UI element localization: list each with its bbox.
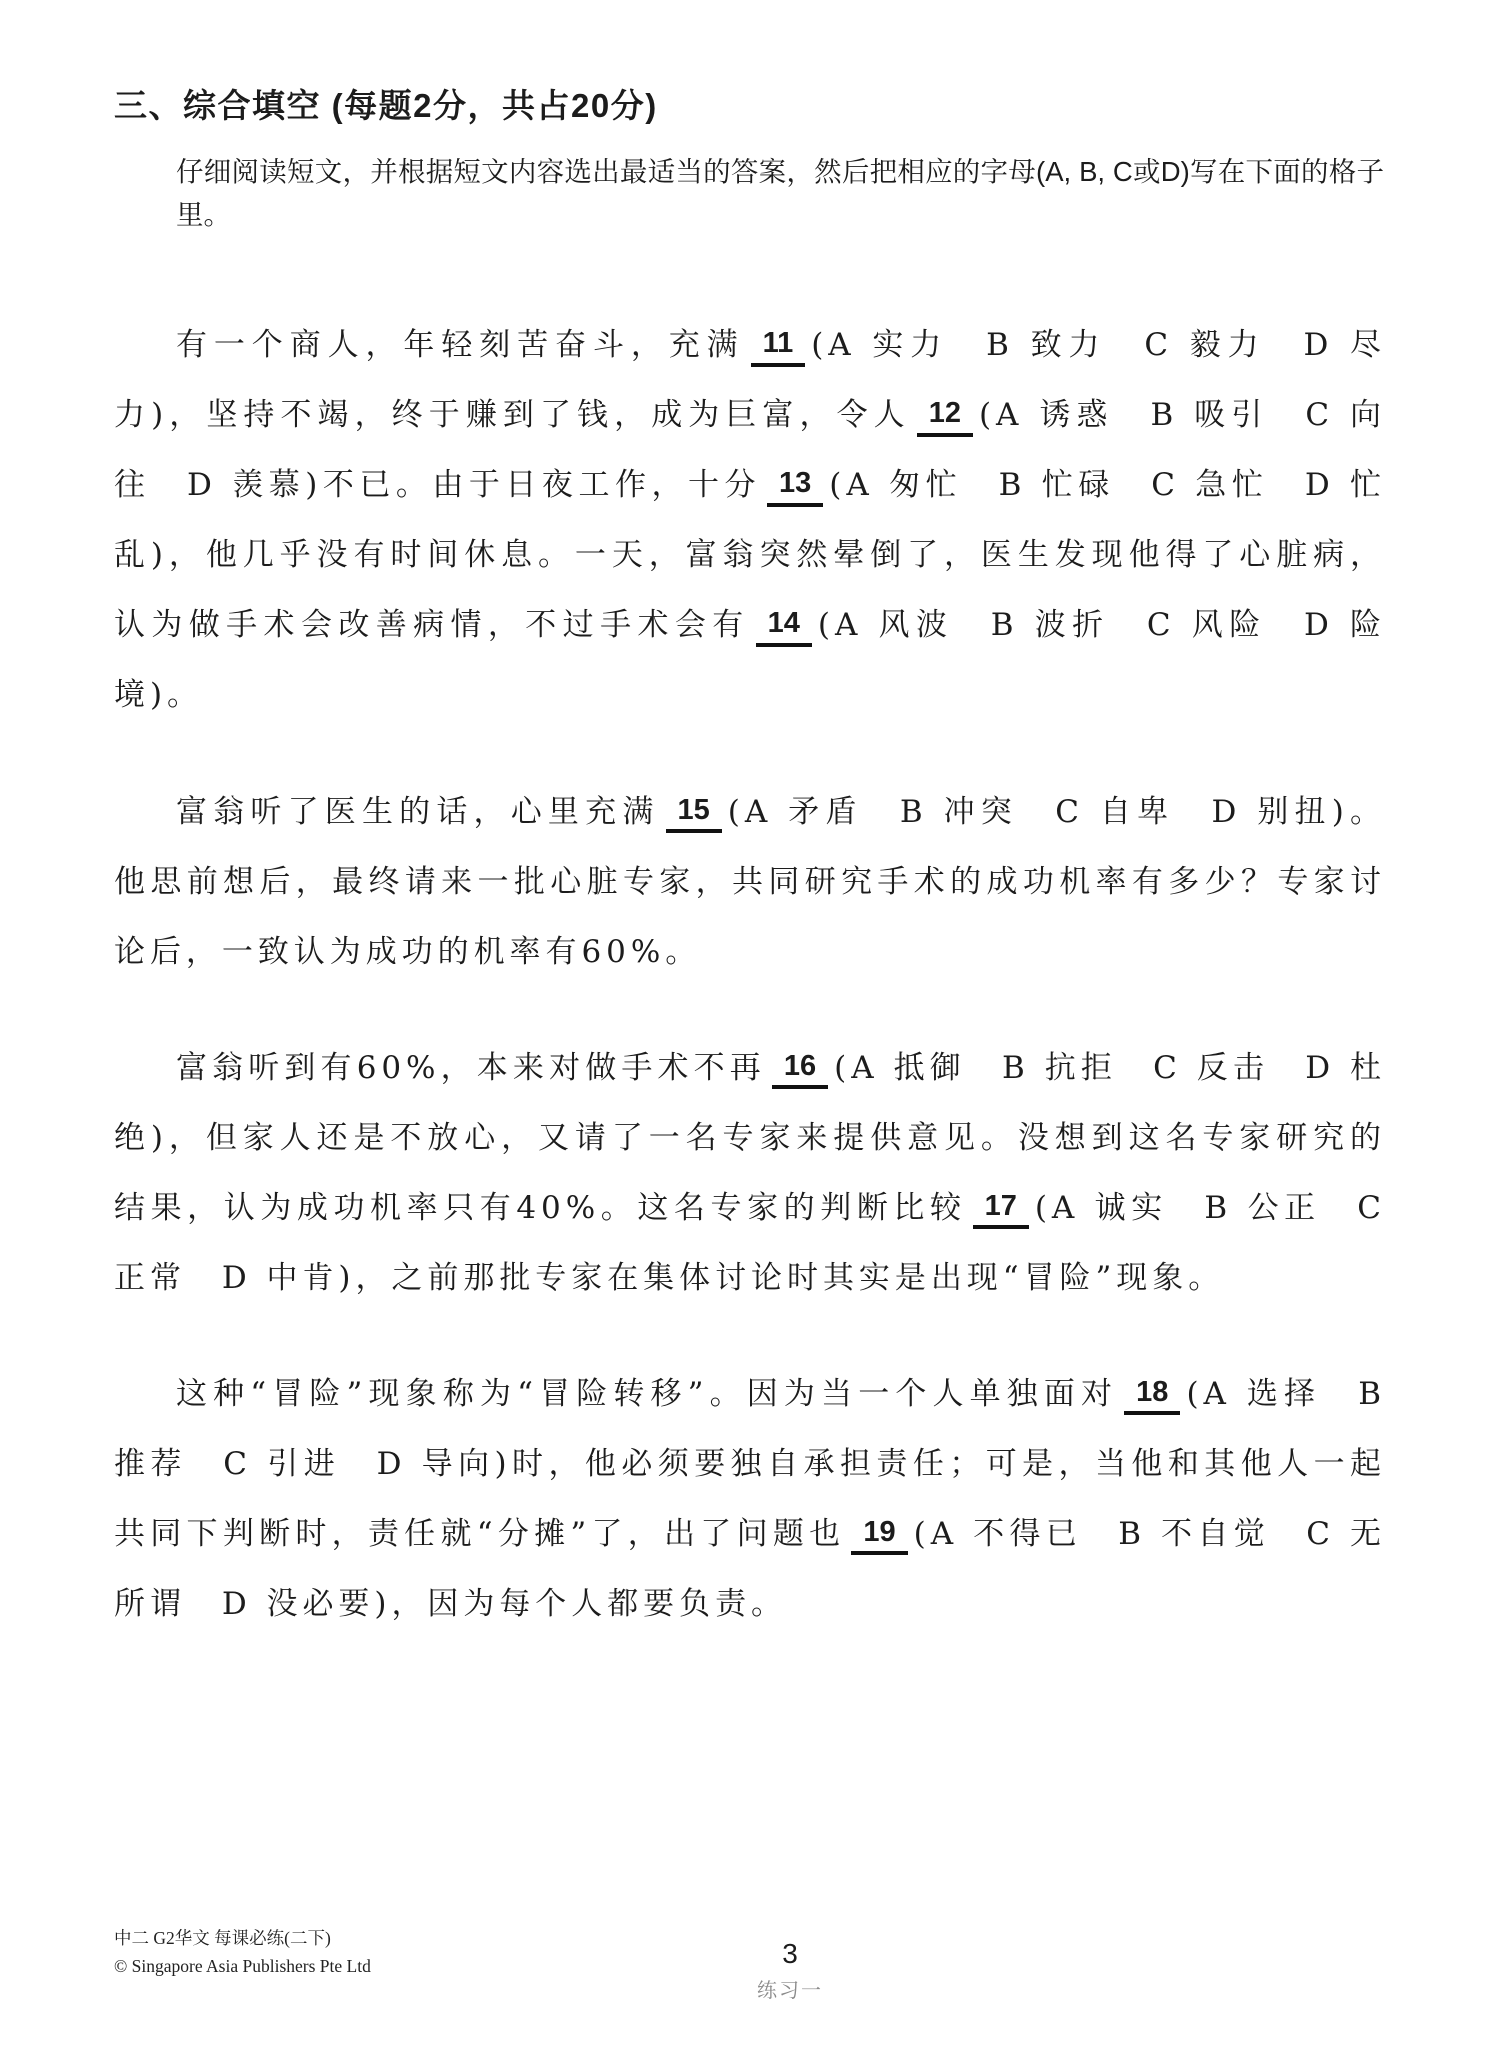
cloze-blank-19: 19: [851, 1516, 907, 1555]
cloze-blank-17: 17: [973, 1190, 1029, 1229]
page-number: 3: [782, 1938, 798, 1969]
cloze-blank-18: 18: [1124, 1376, 1180, 1415]
cloze-blank-12: 12: [917, 397, 973, 436]
cloze-blank-15: 15: [666, 794, 722, 833]
cloze-blank-14: 14: [756, 607, 812, 646]
footer-series-title: 中二 G2华文 每课必练(二下): [114, 1928, 331, 1948]
footer-copyright: © Singapore Asia Publishers Pte Ltd: [114, 1956, 371, 1976]
passage-paragraph-3: [114, 1033, 1386, 1313]
passage-text: 有一个商人，年轻刻苦奋斗，充满: [176, 327, 745, 364]
cloze-blank-11: 11: [751, 327, 806, 366]
passage-text: 这种“冒险”现象称为“冒险转移”。因为当一个人单独面对: [176, 1375, 1119, 1412]
passage-text: 富翁听到有60%，本来对做手术不再: [176, 1049, 766, 1086]
passage-paragraph-1: [114, 310, 1386, 730]
passage-text: 富翁听了医生的话，心里充满: [176, 793, 660, 830]
passage-text: (A 风波 B 波折 C 风险 D 险境)。: [114, 607, 1386, 714]
passage-text: (A 矛盾 B 冲突 C 自卑 D 别扭)。他思前想后，最终请来一批心脏专家，共同研究手术的成功机率有多少？专家讨论后，一致认为成功的机率有60%。: [114, 793, 1387, 970]
passage-text: (A 抵御 B 抗拒 C 反击 D 杜绝)，但家人还是不放心，又请了一名专家来提供意见。没想到这名专家研究的结果，认为成功机率只有40%。这名专家的判断比较: [114, 1049, 1386, 1226]
passage-paragraph-2: [114, 777, 1386, 987]
section-title: 三、综合填空 (每题2分，共占20分): [114, 87, 658, 124]
cloze-blank-13: 13: [767, 467, 823, 506]
passage-text: (A 诚实 B 公正 C 正常 D 中肯)，之前那批专家在集体讨论时其实是出现“冒险”现象。: [114, 1189, 1386, 1296]
passage-paragraph-4: [114, 1359, 1386, 1639]
passage-text: (A 实力 B 致力 C 毅力 D 尽力)，坚持不竭，终于赚到了钱，成为巨富，令人: [114, 327, 1386, 434]
section-instructions: 仔细阅读短文，并根据短文内容选出最适当的答案，然后把相应的字母(A, B, C或D)写在下面的格子里。: [176, 156, 1384, 230]
footer-left: [114, 1924, 371, 1980]
passage: [114, 310, 1386, 1639]
cloze-blank-16: 16: [772, 1050, 828, 1089]
passage-text: (A 选择 B 推荐 C 引进 D 导向)时，他必须要独自承担责任；可是，当他和其他人一起共同下判断时，责任就“分摊”了，出了问题也: [114, 1375, 1386, 1552]
passage-text: (A 不得已 B 不自觉 C 无所谓 D 没必要)，因为每个人都要负责。: [114, 1515, 1387, 1622]
exercise-label: 练习一: [757, 1978, 823, 2002]
footer-center: [728, 1938, 852, 2003]
passage-text: (A 匆忙 B 忙碌 C 急忙 D 忙乱)，他几乎没有时间休息。一天，富翁突然晕倒了，医生发现他得了心脏病，认为做手术会改善病情，不过手术会有: [114, 467, 1386, 644]
passage-text: (A 诱惑 B 吸引 C 向往 D 羡慕)不已。由于日夜工作，十分: [114, 397, 1386, 504]
